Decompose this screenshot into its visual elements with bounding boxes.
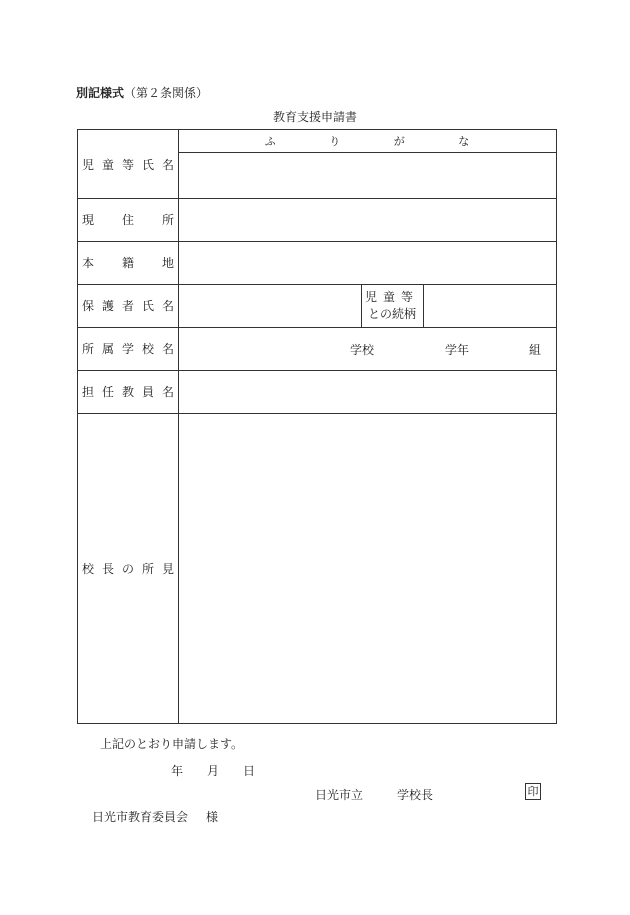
furigana-char: な xyxy=(458,135,470,148)
article-reference: （第２条関係） xyxy=(124,86,209,100)
furigana-row xyxy=(178,130,556,152)
addressee xyxy=(92,808,218,825)
seal-mark: 印 xyxy=(525,783,541,800)
furigana-char: が xyxy=(393,135,405,148)
furigana-char: り xyxy=(329,135,341,148)
education-board: 日光市教育委員会 xyxy=(92,810,189,824)
school-unit: 学校 xyxy=(350,342,375,357)
city-school-label: 日光市立 xyxy=(315,788,364,802)
grade-unit: 学年 xyxy=(445,342,470,357)
class-unit: 組 xyxy=(529,342,542,357)
document-title: 教育支援申請書 xyxy=(272,110,357,124)
date-day: 日 xyxy=(243,764,256,778)
relation-label: 児童等 との続柄 xyxy=(364,290,419,321)
furigana-char: ふ xyxy=(264,135,276,148)
label-principal-opinion: 校 長 の 所 見 xyxy=(82,561,174,576)
form-header xyxy=(76,84,208,101)
principal-label: 学校長 xyxy=(397,788,434,802)
declaration-text: 上記のとおり申請します。 xyxy=(100,737,244,751)
label-school-name: 所 属 学 校 名 xyxy=(82,342,174,356)
date-year: 年 xyxy=(171,764,184,778)
label-domicile: 本 籍 地 xyxy=(82,256,174,270)
honorific: 様 xyxy=(206,810,219,824)
label-address: 現 住 所 xyxy=(82,213,174,227)
label-guardian-name: 保 護 者 氏 名 xyxy=(82,299,174,313)
label-child-name: 児 童 等 氏 名 xyxy=(82,157,174,172)
application-form-table xyxy=(77,129,557,724)
form-label: 別記様式 xyxy=(76,86,125,100)
date-month: 月 xyxy=(207,764,220,778)
label-teacher-name: 担 任 教 員 名 xyxy=(82,385,174,399)
